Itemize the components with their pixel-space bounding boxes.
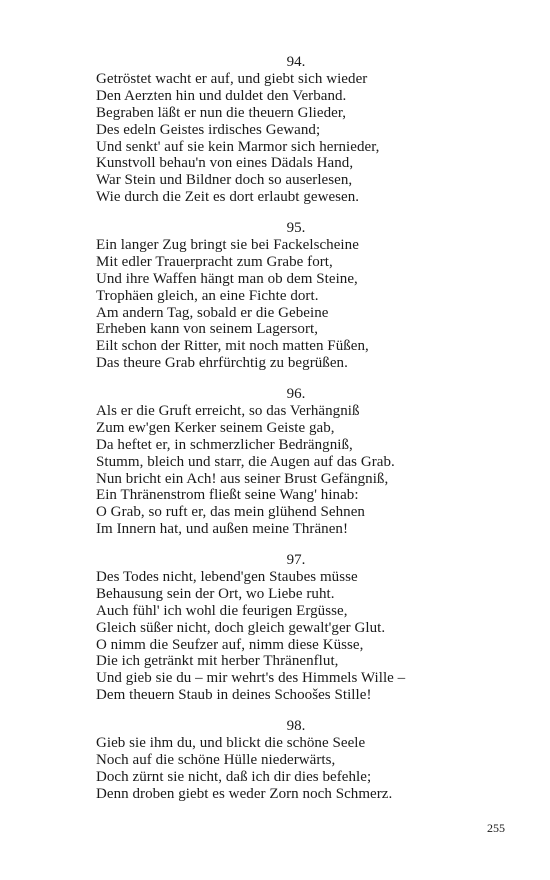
page-number: 255	[487, 821, 505, 835]
verse-line: Gleich süßer nicht, doch gleich gewalt'ger Glut.	[96, 619, 386, 636]
verse-line: Ein Thränenstrom fließt seine Wang' hinab:	[96, 487, 359, 504]
verse-line: Und senkt' auf sie kein Marmor sich hernieder,	[96, 138, 380, 155]
verse-line: Nun bricht ein Ach! aus seiner Brust Gefängniß,	[96, 470, 389, 487]
verse-line: Auch fühl' ich wohl die feurigen Ergüsse,	[96, 602, 348, 619]
verse-line: Mit edler Trauerpracht zum Grabe fort,	[96, 253, 333, 270]
stanza-95	[96, 219, 496, 372]
verse-line: Behausung sein der Ort, wo Liebe ruht.	[96, 585, 335, 602]
verse-line: Die ich getränkt mit herber Thränenflut,	[96, 653, 339, 670]
verse-line: Begraben läßt er nun die theuern Glieder,	[96, 104, 347, 121]
verse-line: Getröstet wacht er auf, und giebt sich wieder	[96, 71, 368, 87]
stanza-96	[96, 385, 496, 538]
verse-line: Des Todes nicht, lebend'gen Staubes müsse	[96, 569, 358, 585]
verse-line: Gieb sie ihm du, und blickt die schöne Seele	[96, 735, 366, 751]
verse-line: War Stein und Bildner doch so auserlesen,	[96, 172, 353, 189]
verse-line: Als er die Gruft erreicht, so das Verhängniß	[96, 403, 360, 419]
verse-line: Ein langer Zug bringt sie bei Fackelscheine	[96, 237, 359, 253]
stanza-number: 97.	[286, 552, 306, 568]
verse-line: Und ihre Waffen hängt man ob dem Steine,	[96, 270, 358, 287]
verse-line: Im Innern hat, und außen meine Thränen!	[96, 521, 348, 538]
stanza-number: 96.	[286, 386, 306, 402]
verse-line: Des edeln Geistes irdisches Gewand;	[96, 121, 321, 138]
verse-line: Stumm, bleich und starr, die Augen auf das Grab.	[96, 453, 395, 470]
verse-line: Eilt schon der Ritter, mit noch matten Füßen,	[96, 338, 369, 355]
verse-line: Dem theuern Staub in deines Schoošes Stille!	[96, 687, 372, 704]
verse-line: Zum ew'gen Kerker seinem Geiste gab,	[96, 419, 335, 436]
stanza-number: 94.	[286, 54, 306, 70]
verse-line: Doch zürnt sie nicht, daß ich dir dies befehle;	[96, 768, 372, 785]
verse-line: Noch auf die schöne Hülle niederwärts,	[96, 751, 336, 768]
verse-line: Denn droben giebt es weder Zorn noch Schmerz.	[96, 785, 393, 802]
verse-line: Erheben kann von seinem Lagersort,	[96, 321, 319, 338]
verse-line: Kunstvoll behau'n von eines Dädals Hand,	[96, 155, 354, 172]
verse-line: Am andern Tag, sobald er die Gebeine	[96, 304, 329, 321]
verse-line: Und gieb sie du – mir wehrt's des Himmels Wille –	[96, 670, 406, 687]
stanza-number: 98.	[286, 718, 306, 734]
verse-line: Das theure Grab ehrfürchtig zu begrüßen.	[96, 355, 348, 372]
verse-line: O Grab, so ruft er, das mein glühend Sehnen	[96, 504, 365, 521]
stanza-98	[96, 717, 496, 803]
stanza-number: 95.	[286, 220, 306, 236]
verse-line: O nimm die Seufzer auf, nimm diese Küsse,	[96, 636, 364, 653]
verse-line: Trophäen gleich, an eine Fichte dort.	[96, 287, 319, 304]
verse-line: Wie durch die Zeit es dort erlaubt gewesen.	[96, 189, 360, 206]
stanza-97	[96, 551, 496, 704]
verse-line: Da heftet er, in schmerzlicher Bedrängniß,	[96, 436, 353, 453]
verse-line: Den Aerzten hin und duldet den Verband.	[96, 87, 347, 104]
stanza-94	[96, 53, 496, 206]
